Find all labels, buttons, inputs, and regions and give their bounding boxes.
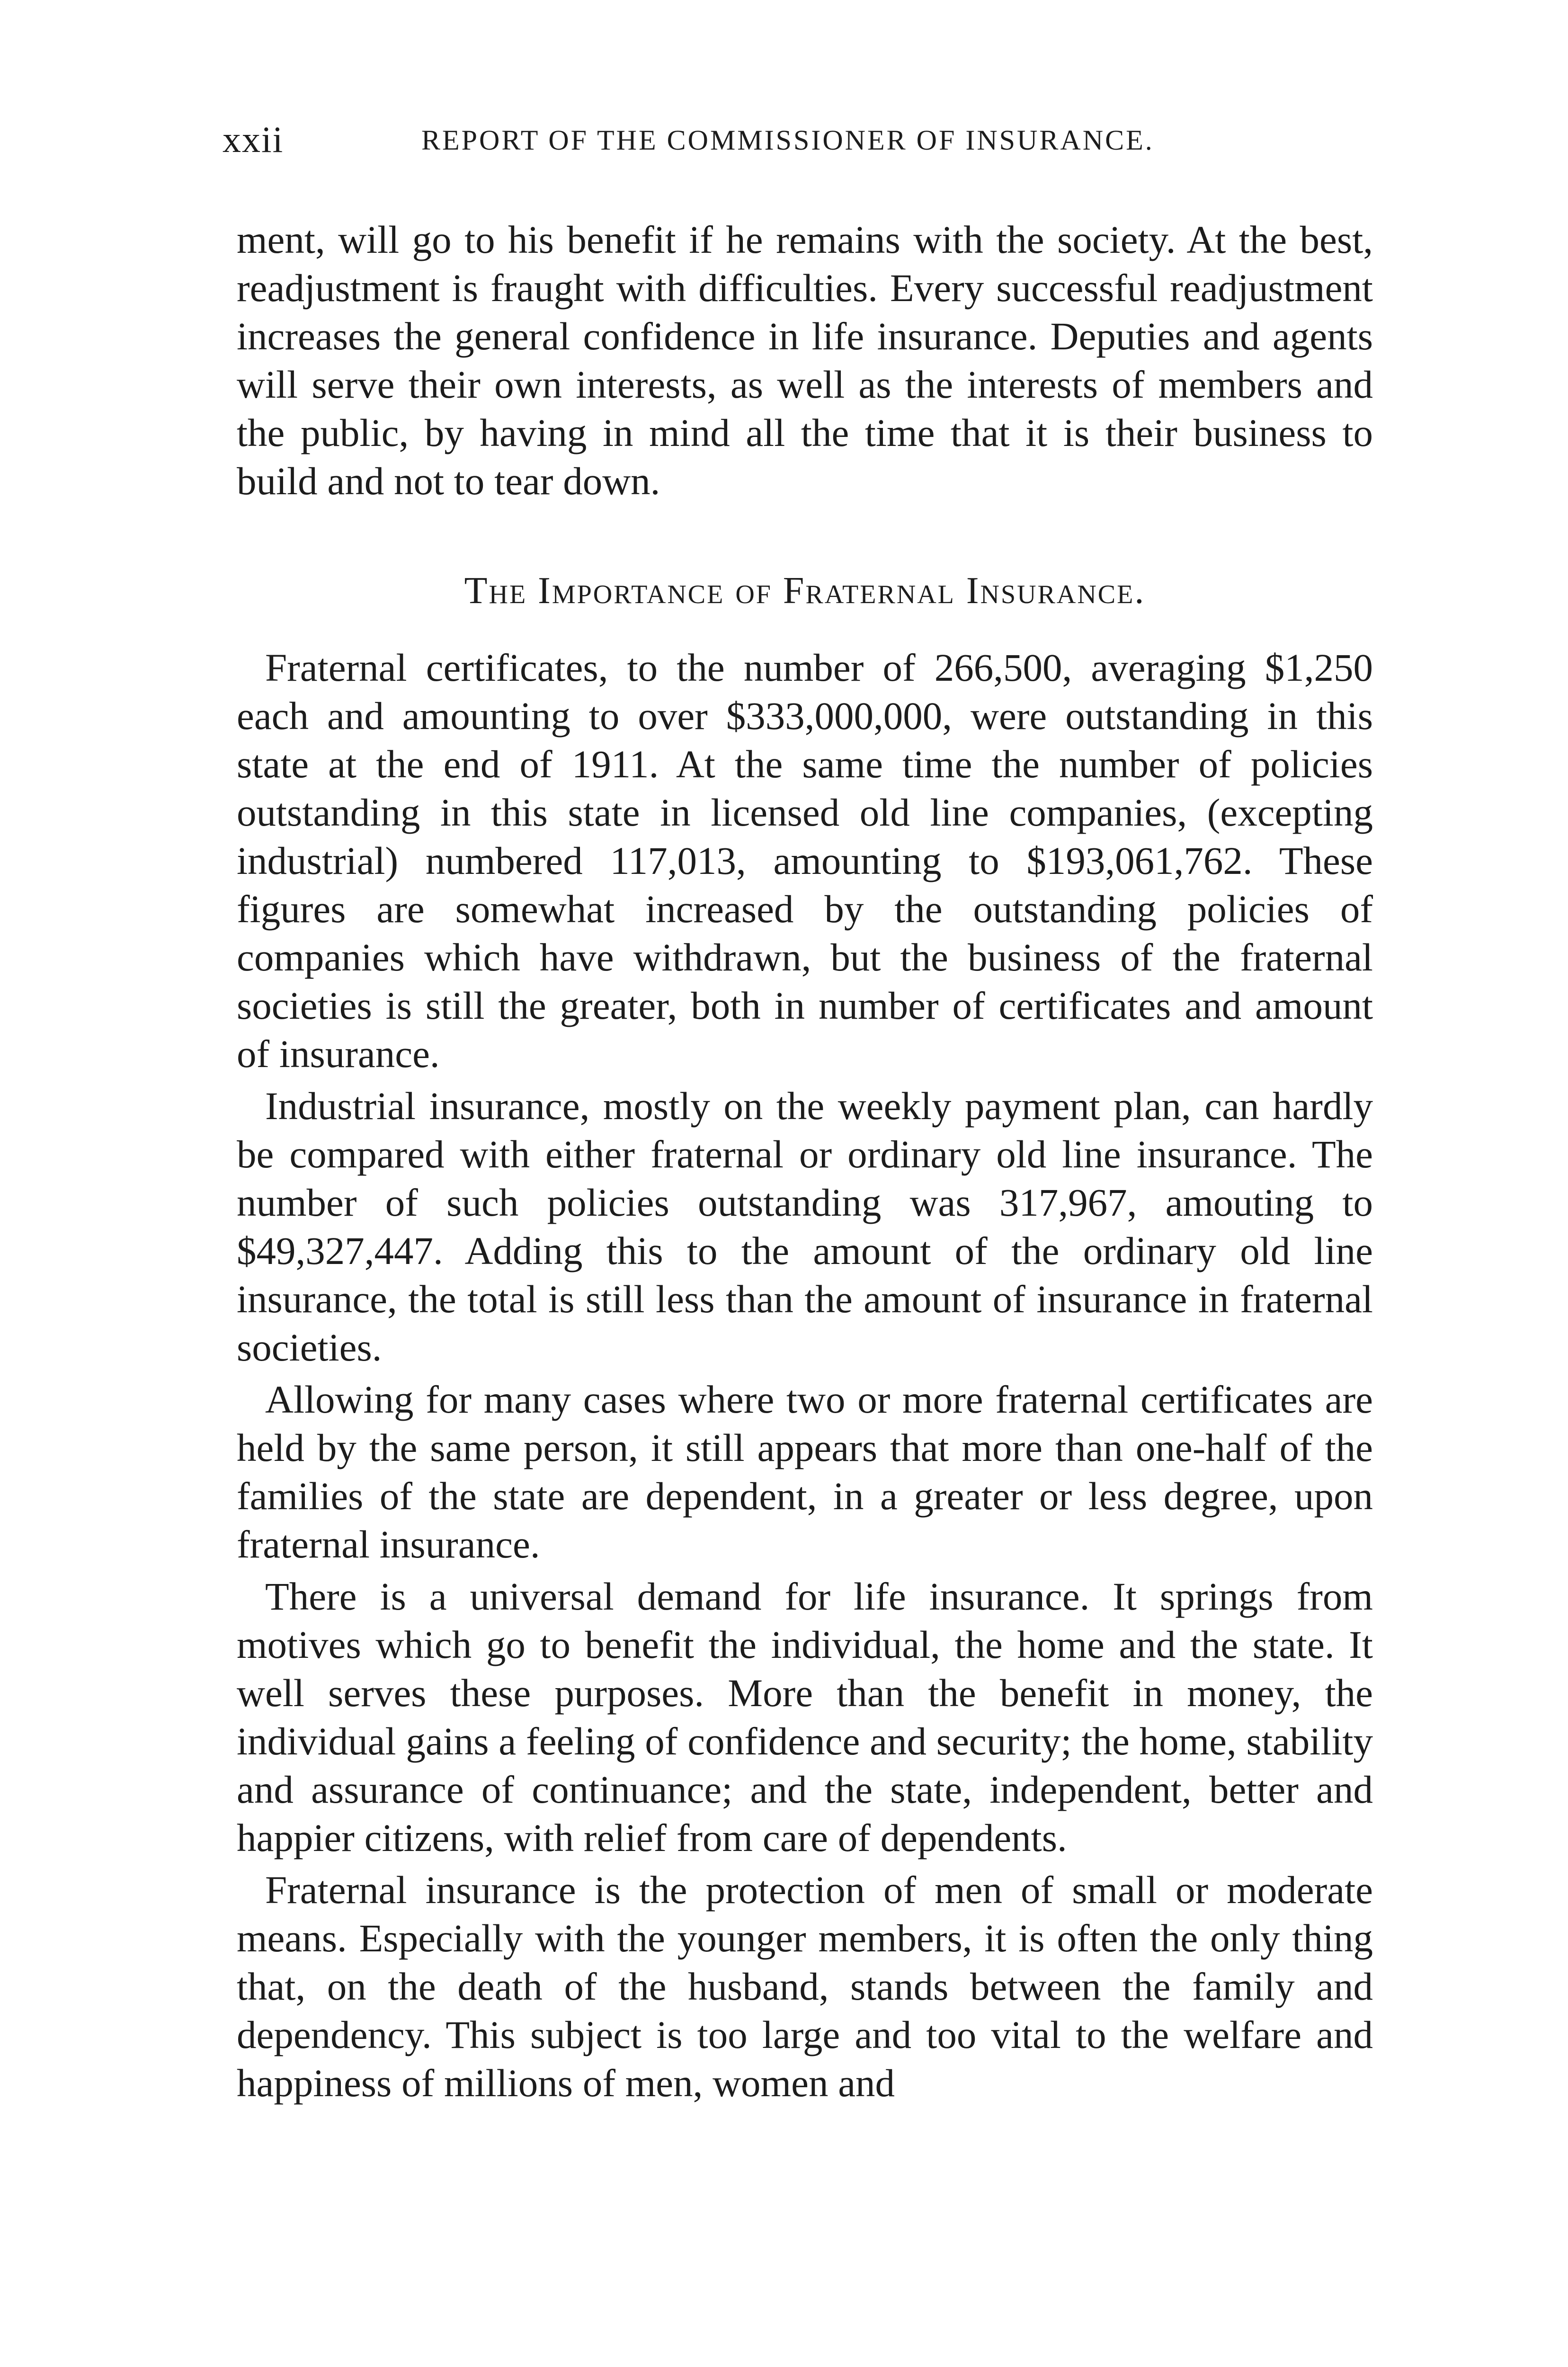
page-body	[237, 215, 1373, 2107]
paragraph-protection-small-means: Fraternal insurance is the protection of men of small or moderate means. Especially with the younger members, it is often the only thing that, on the death of the husband, stands between the family and dependency. This subject is too large and too vital to the welfare and happiness of millions of men, women and	[237, 1868, 1373, 2105]
paragraph-fraternal-certificates: Fraternal certificates, to the number of 266,500, averaging $1,250 each and amounting to over $333,000,000, were outstanding in this state at the end of 1911. At the same time the number of policies outstanding in this state in licensed old line companies, (excepting industrial) numbered 117,013, amounting to $193,061,762. These figures are somewhat increased by the outstanding policies of companies which have withdrawn, but the business of the fraternal societies is still the greater, both in number of certificates and amount of insurance.	[237, 646, 1373, 1076]
paragraph-industrial-insurance: Industrial insurance, mostly on the weekly payment plan, can hardly be compared with either fraternal or ordinary old line insurance. The number of such policies outstanding was 317,967, amouting to $49,327,447. Adding this to the amount of the ordinary old line insurance, the total is still less than the amount of insurance in fraternal societies.	[237, 1084, 1373, 1369]
paragraph-universal-demand: There is a universal demand for life insurance. It springs from motives which go to benefit the individual, the home and the state. It well serves these purposes. More than the benefit in money, the individual gains a feeling of confidence and security; the home, stability and assurance of continuance; and the state, independent, better and happier citizens, with relief from care of dependents.	[237, 1575, 1373, 1860]
paragraph-families-dependent: Allowing for many cases where two or more fraternal certificates are held by the same person, it still appears that more than one-half of the families of the state are dependent, in a greater or less degree, upon fraternal insurance.	[237, 1378, 1373, 1566]
continuation-paragraph: ment, will go to his benefit if he remains with the society. At the best, readjustment is fraught with difficulties. Every successful readjustment increases the general confidence in life insurance. Deputies and agents will serve their own interests, as well as the interests of members and the public, by having in mind all the time that it is their business to build and not to tear down.	[237, 218, 1373, 503]
running-title: REPORT OF THE COMMISSIONER OF INSURANCE.	[421, 125, 1154, 156]
page-header	[223, 118, 1368, 170]
page-number: xxii	[223, 119, 284, 160]
section-heading: The Importance of Fraternal Insurance.	[464, 570, 1146, 612]
